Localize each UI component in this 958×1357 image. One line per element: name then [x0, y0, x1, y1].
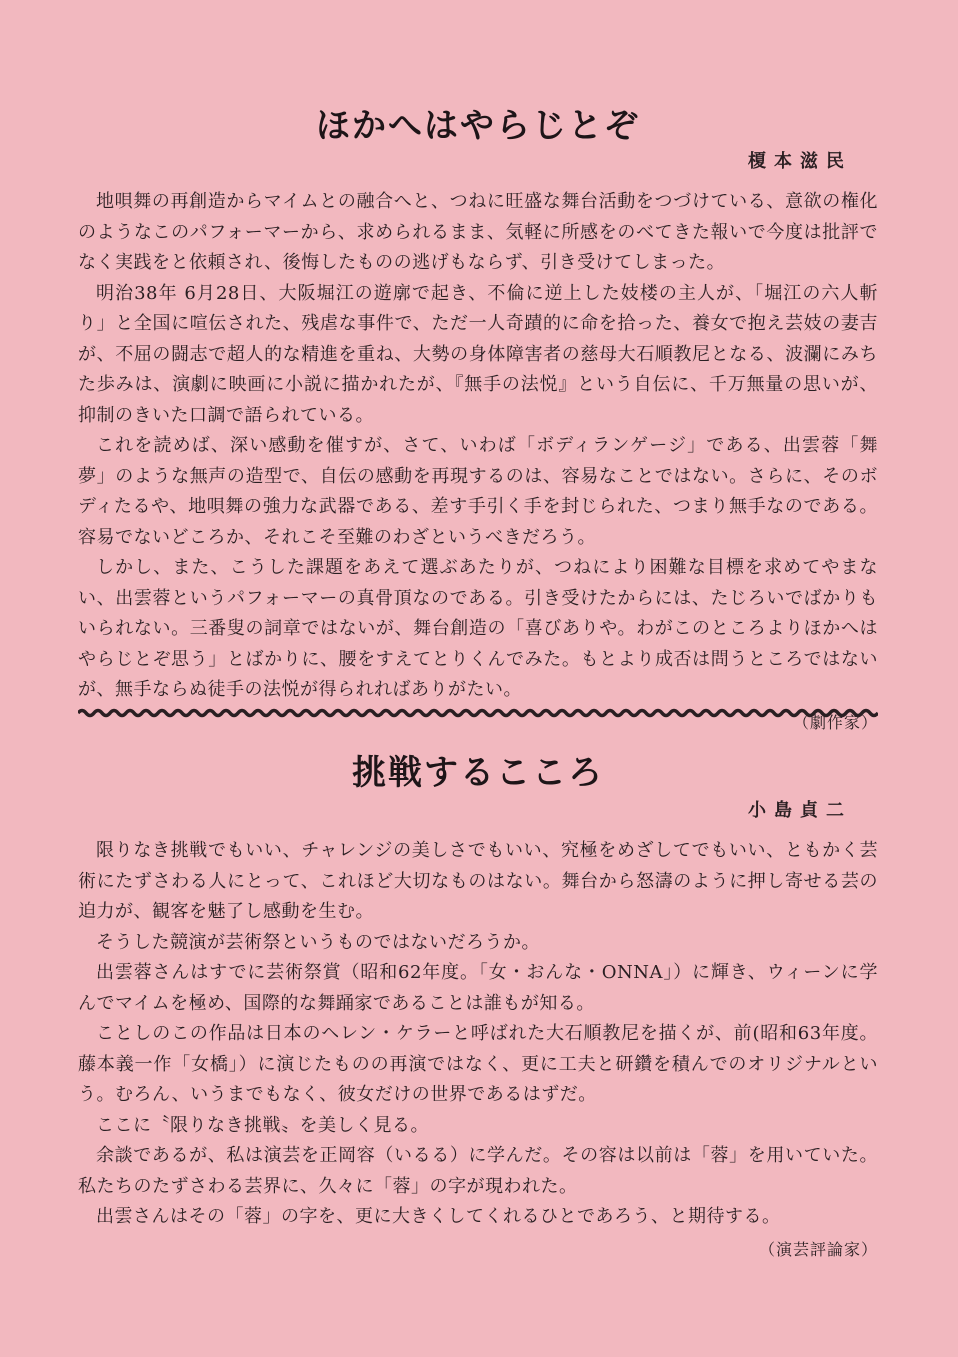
paragraph: そうした競演が芸術祭というものではないだろうか。 — [96, 931, 540, 953]
paragraph: 地唄舞の再創造からマイムとの融合へと、つねに旺盛な舞台活動をつづけている、意欲の権化のようなこのパフォーマーから、求められるまま、気軽に所感をのべてきた報いで今度は批評でなく実践をと依頼され、後悔したものの逃げもならず、引き受けてしまった。 — [78, 191, 878, 273]
article-body — [78, 836, 878, 1233]
paragraph: 出雲さんはその「蓉」の字を、更に大きくしてくれるひとであろう、と期待する。 — [96, 1206, 781, 1227]
paragraph: 余談であるが、私は演芸を正岡容（いるる）に学んだ。その容は以前は「蓉」を用いていた。私たちのたずさわる芸界に、久々に「蓉」の字が現われた。 — [78, 1145, 878, 1197]
article-title: 挑戦するこころ — [352, 753, 604, 793]
article-hokahe — [78, 98, 878, 733]
paragraph: しかし、また、こうした課題をあえて選ぶあたりが、つねにより困難な目標を求めてやまない、出雲蓉というパフォーマーの真骨頂なのである。引き受けたからには、たじろいでばかりもいられない。三番叟の詞章ではないが、舞台創造の「喜びありや。わがこのところよりほかへはやらじとぞ思う」とばかりに、腰をすえてとりくんでみた。もとより成否は問うところではないが、無手ならぬ徒手の法悦が得られればありがたい。 — [78, 557, 878, 700]
paragraph: ここに〝限りなき挑戦〟を美しく見る。 — [96, 1114, 429, 1136]
article-title: ほかへはやらじとぞ — [316, 106, 640, 146]
article-author: 小島貞二 — [748, 800, 852, 821]
author-affiliation: （演芸評論家） — [758, 1239, 878, 1259]
article-author: 榎本滋民 — [748, 151, 852, 172]
article-body — [78, 187, 878, 706]
paragraph: 限りなき挑戦でもいい、チャレンジの美しさでもいい、究極をめざしてでもいい、ともかく芸術にたずさわる人にとって、これほど大切なものはない。舞台から怒濤のように押し寄せる芸の迫力が、観客を魅了し感動を生む。 — [78, 840, 878, 922]
paragraph: ことしのこの作品は日本のヘレン・ケラーと呼ばれた大石順教尼を描くが、前(昭和63年度。藤本義一作「女橋」）に演じたものの再演ではなく、更に工夫と研鑽を積んでのオリジナルという。むろん、いうまでもなく、彼女だけの世界であるはずだ。 — [78, 1023, 878, 1105]
wavy-divider — [78, 706, 878, 720]
author-affiliation: （劇作家） — [792, 712, 878, 732]
paragraph: 出雲蓉さんはすでに芸術祭賞（昭和62年度。「女・おんな・ONNA」）に輝き、ウィーンに学んでマイムを極め、国際的な舞踊家であることは誰もが知る。 — [78, 962, 878, 1014]
paragraph: これを読めば、深い感動を催すが、さて、いわば「ボディランゲージ」である、出雲蓉「舞夢」のような無声の造型で、自伝の感動を再現するのは、容易なことではない。さらに、そのボディたるや、地唄舞の強力な武器である、差す手引く手を封じられた、つまり無手なのである。容易でないどころか、それこそ至難のわざというべきだろう。 — [78, 435, 878, 548]
article-chosen — [78, 745, 878, 1260]
paragraph: 明治38年 6月28日、大阪堀江の遊廓で起き、不倫に逆上した妓楼の主人が、「堀江の六人斬り」と全国に喧伝された、残虐な事件で、ただ一人奇蹟的に命を拾った、養女で抱え芸妓の妻吉が、不屈の闘志で超人的な精進を重ね、大勢の身体障害者の慈母大石順教尼となる、波瀾にみちた歩みは、演劇に映画に小説に描かれたが、『無手の法悦』という自伝に、千万無量の思いが、抑制のきいた口調で語られている。 — [78, 282, 878, 426]
